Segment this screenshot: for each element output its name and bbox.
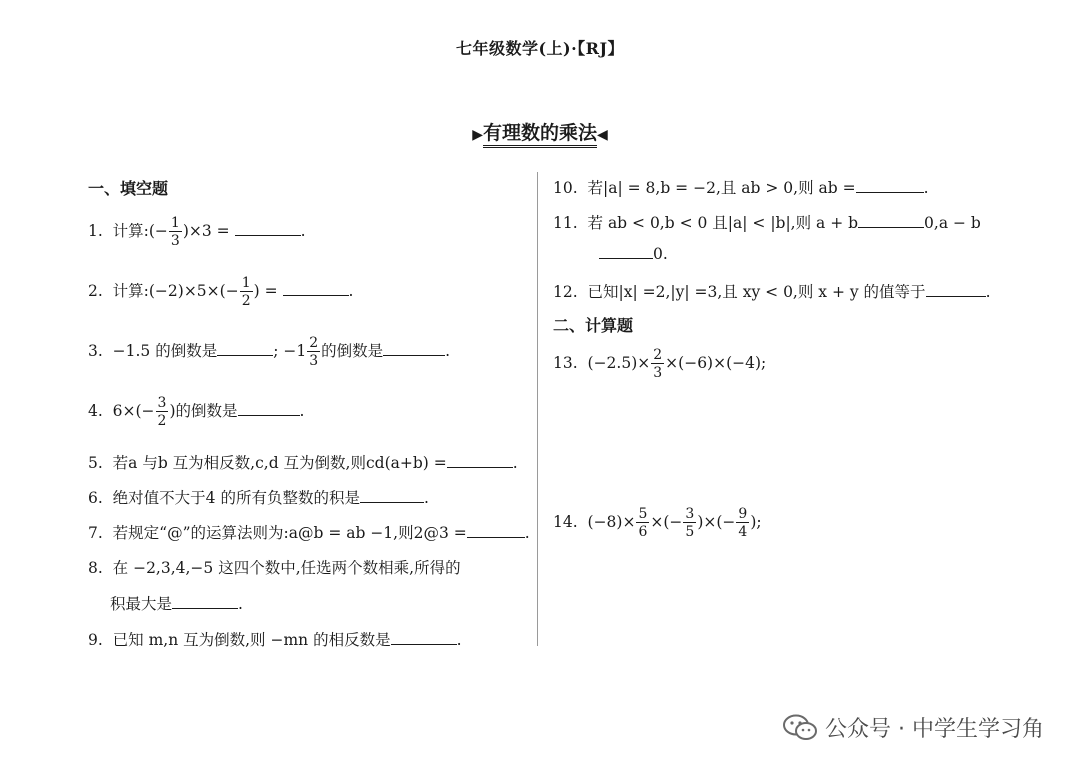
- q2-answer-blank[interactable]: [283, 294, 349, 296]
- q1-post: )×3 =: [182, 222, 230, 240]
- question-12: [553, 280, 991, 302]
- q13-denominator: 3: [653, 365, 663, 381]
- q1-number: 1.: [88, 222, 103, 240]
- q3-answer-blank-1[interactable]: [217, 354, 273, 356]
- q9-answer-blank[interactable]: [391, 643, 457, 645]
- q6-number: 6.: [88, 489, 103, 507]
- q14-denominator-1: 6: [638, 524, 648, 540]
- q12-number: 12.: [553, 283, 578, 301]
- q6-answer-blank[interactable]: [360, 501, 424, 503]
- q3-period: .: [445, 342, 451, 360]
- q5-number: 5.: [88, 454, 103, 472]
- q12-text: 已知|x| =2,|y| =3,且 xy < 0,则 x + y 的值等于: [587, 283, 926, 301]
- q10-answer-blank[interactable]: [856, 191, 924, 193]
- q2-fraction: [240, 276, 253, 308]
- question-8-line-2: [110, 592, 243, 614]
- q7-number: 7.: [88, 524, 103, 542]
- q4-answer-blank[interactable]: [238, 414, 300, 416]
- q14-fraction-3: [736, 507, 749, 539]
- question-5: [88, 451, 518, 473]
- q8-text-2: 积最大是: [110, 595, 173, 613]
- q7-text: 若规定“@”的运算法则为:a@b = ab −1,则2@3 =: [112, 524, 467, 542]
- q6-period: .: [423, 489, 429, 507]
- q13-post: ×(−6)×(−4);: [665, 354, 767, 372]
- q3-post: 的倒数是: [321, 342, 384, 360]
- q6-text: 绝对值不大于4 的所有负整数的积是: [112, 489, 360, 507]
- question-2: [88, 276, 353, 308]
- question-8: [88, 556, 461, 578]
- q12-answer-blank[interactable]: [926, 295, 986, 297]
- q2-denominator: 2: [241, 293, 251, 309]
- q14-mid-2: )×(−: [697, 513, 736, 531]
- question-3: [88, 336, 450, 368]
- q14-fraction-2: [683, 507, 696, 539]
- question-1: [88, 216, 306, 248]
- q3-answer-blank-2[interactable]: [383, 354, 445, 356]
- q3-mid: ; −1: [273, 342, 307, 360]
- q2-numerator: 1: [241, 275, 251, 291]
- q11-text-2: 0.: [653, 245, 668, 263]
- q1-numerator: 1: [170, 215, 180, 231]
- q13-pre: (−2.5)×: [587, 354, 651, 372]
- q4-post: )的倒数是: [169, 402, 238, 420]
- q2-number: 2.: [88, 282, 103, 300]
- q1-pre: 计算:(−: [112, 222, 168, 240]
- q9-text: 已知 m,n 互为倒数,则 −mn 的相反数是: [112, 631, 391, 649]
- q14-number: 14.: [553, 513, 578, 531]
- q8-period: .: [238, 595, 243, 613]
- q4-fraction: [156, 396, 169, 428]
- question-10: [553, 176, 929, 198]
- q3-numerator: 2: [309, 335, 319, 351]
- watermark-text: 公众号 · 中学生学习角: [825, 717, 1044, 742]
- q14-numerator-1: 5: [638, 506, 648, 522]
- question-9: [88, 628, 462, 650]
- q13-numerator: 2: [653, 347, 663, 363]
- wechat-icon: [783, 714, 817, 742]
- q14-numerator-3: 9: [738, 506, 748, 522]
- q3-denominator: 3: [309, 353, 319, 369]
- q4-pre: 6×(−: [112, 402, 155, 420]
- q10-period: .: [923, 179, 929, 197]
- q5-text: 若a 与b 互为相反数,c,d 互为倒数,则cd(a+b) =: [112, 454, 447, 472]
- q11-answer-blank-1[interactable]: [858, 226, 924, 228]
- q1-period: .: [300, 222, 306, 240]
- q8-text: 在 −2,3,4,−5 这四个数中,任选两个数相乘,所得的: [112, 559, 461, 577]
- question-7: [88, 521, 530, 543]
- q4-number: 4.: [88, 402, 103, 420]
- q7-period: .: [524, 524, 530, 542]
- question-4: [88, 396, 304, 428]
- q11-number: 11.: [553, 214, 578, 232]
- q4-numerator: 3: [157, 395, 167, 411]
- q7-answer-blank[interactable]: [467, 536, 525, 538]
- q8-number: 8.: [88, 559, 103, 577]
- q3-number: 3.: [88, 342, 103, 360]
- question-11: [553, 211, 981, 233]
- question-11-line-2: [599, 245, 668, 263]
- question-13: [553, 348, 766, 380]
- q13-fraction: [651, 348, 664, 380]
- q2-pre: 计算:(−2)×5×(−: [112, 282, 239, 300]
- q10-text: 若|a| = 8,b = −2,且 ab > 0,则 ab =: [587, 179, 856, 197]
- q14-fraction-1: [636, 507, 649, 539]
- q10-number: 10.: [553, 179, 578, 197]
- q4-denominator: 2: [157, 413, 167, 429]
- q11-mid: 0,a − b: [924, 214, 981, 232]
- q9-number: 9.: [88, 631, 103, 649]
- title-right-arrow: ◀: [597, 127, 608, 143]
- q5-period: .: [512, 454, 518, 472]
- question-6: [88, 486, 429, 508]
- q1-fraction: [169, 216, 182, 248]
- title-text: 有理数的乘法: [483, 118, 597, 148]
- q1-answer-blank[interactable]: [235, 234, 301, 236]
- q8-answer-blank[interactable]: [172, 607, 238, 609]
- q12-period: .: [985, 283, 991, 301]
- section-fill-blank: 一、填空题: [88, 179, 169, 198]
- q9-period: .: [456, 631, 462, 649]
- question-14: [553, 507, 762, 539]
- section-calculation: 二、计算题: [553, 316, 634, 335]
- q14-pre: (−8)×: [587, 513, 636, 531]
- q1-denominator: 3: [170, 233, 180, 249]
- q14-mid-1: ×(−: [650, 513, 683, 531]
- q2-post: ) =: [253, 282, 278, 300]
- q5-answer-blank[interactable]: [447, 466, 513, 468]
- q3-fraction: [307, 336, 320, 368]
- q2-period: .: [348, 282, 354, 300]
- q14-denominator-3: 4: [738, 524, 748, 540]
- q14-post: );: [750, 513, 762, 531]
- watermark: [783, 712, 1044, 743]
- column-divider: [537, 172, 538, 646]
- page-header: 七年级数学(上)·【RJ】: [455, 39, 625, 58]
- title-left-arrow: ▶: [472, 127, 483, 143]
- q14-numerator-2: 3: [685, 506, 695, 522]
- q13-number: 13.: [553, 354, 578, 372]
- q11-answer-blank-2[interactable]: [599, 257, 653, 259]
- q11-text: 若 ab < 0,b < 0 且|a| < |b|,则 a + b: [587, 214, 859, 232]
- q14-denominator-2: 5: [685, 524, 695, 540]
- page-title: [0, 118, 1080, 148]
- q4-period: .: [299, 402, 305, 420]
- q3-pre: −1.5 的倒数是: [112, 342, 218, 360]
